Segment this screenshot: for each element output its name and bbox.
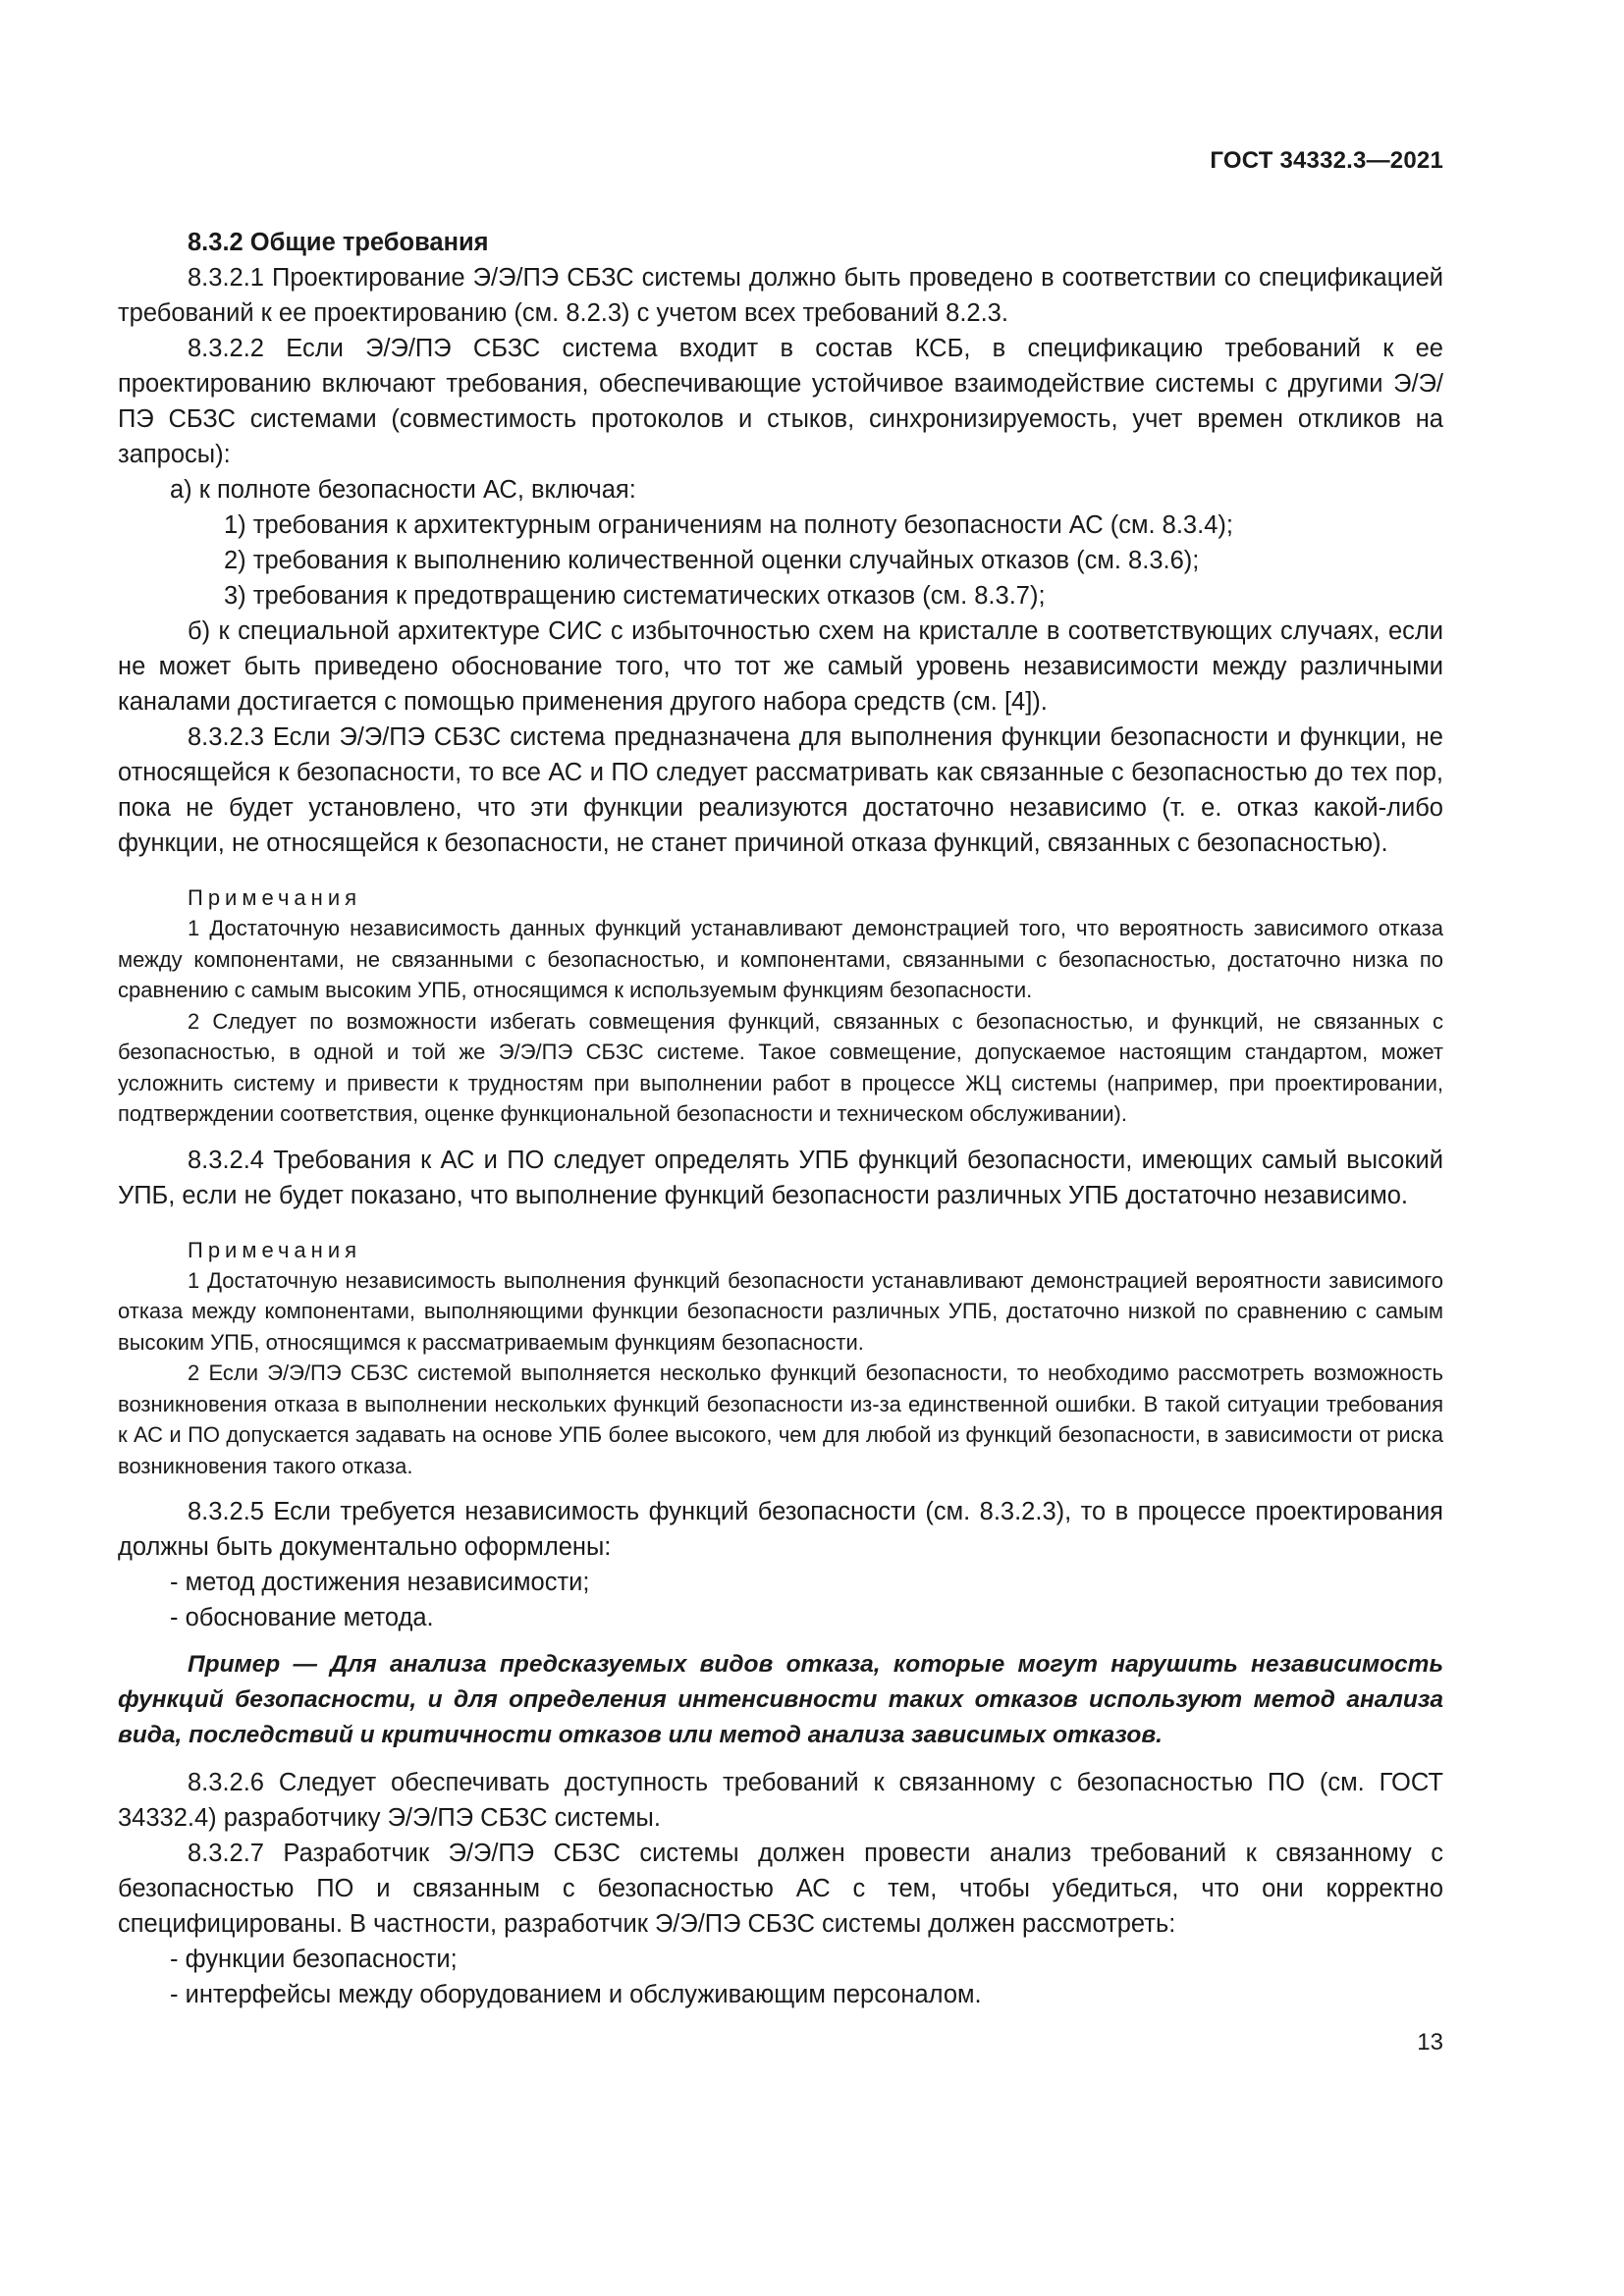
page-content <box>118 225 1443 2012</box>
note-item: 1 Достаточную независимость данных функций устанавливают демонстрацией того, что вероятность зависимого отказа между компонентами, не связанными с безопасностью, и компонентами, связанными с безопасностью, достаточно низка по сравнению с самым высоким УПБ, относящимся к используемым функциям безопасности. <box>118 916 1443 1002</box>
list-item-a: а) к полноте безопасности АС, включая: <box>170 476 636 504</box>
dash-item: - интерфейсы между оборудованием и обслуживающим персоналом. <box>170 1981 982 2008</box>
page-number: 13 <box>1417 2029 1443 2056</box>
section-heading: 8.3.2 Общие требования <box>188 229 489 256</box>
note-item: 1 Достаточную независимость выполнения функций безопасности устанавливают демонстрацией вероятности зависимого отказа между компонентами, выполняющими функции безопасности различных УПБ, достаточно низкой по сравнению с самым высоким УПБ, относящимся к рассматриваемым функциям безопасности. <box>118 1267 1443 1355</box>
clause-8-3-2-3: 8.3.2.3 Если Э/Э/ПЭ СБЗС система предназначена для выполнения функции безопасности и функции, не относящейся к безопасности, то все АС и ПО следует рассматривать как связанные с безопасностью до тех пор, пока не будет установлено, что эти функции реализуются достаточно независимо (т. е. отказ какой-либо функции, не относящейся к безопасности, не станет причиной отказа функций, связанных с безопасностью). <box>118 723 1443 857</box>
list-item-a-1: 1) требования к архитектурным ограничениям на полноту безопасности АС (см. 8.3.4); <box>224 511 1233 539</box>
dash-item: - метод достижения независимости; <box>170 1569 590 1596</box>
list-item-a-2: 2) требования к выполнению количественной оценки случайных отказов (см. 8.3.6); <box>224 547 1200 574</box>
example-block: Пример — Для анализа предсказуемых видов отказа, которые могут нарушить независимость функций безопасности, и для определения интенсивности таких отказов используют метод анализа вида, последствий и критичности отказов или метод анализа зависимых отказов. <box>118 1651 1443 1748</box>
note-item: 2 Если Э/Э/ПЭ СБЗС системой выполняется несколько функций безопасности, то необходимо рассмотреть возможность возникновения отказа в выполнении нескольких функций безопасности из-за единственной ошибки. В такой ситуации требования к АС и ПО допускается задавать на основе УПБ более высокого, чем для любой из функций безопасности, в зависимости от риска возникновения такого отказа. <box>118 1361 1443 1478</box>
clause-8-3-2-7: 8.3.2.7 Разработчик Э/Э/ПЭ СБЗС системы должен провести анализ требований к связанному с безопасностью ПО и связанным с безопасностью АС с тем, чтобы убедиться, что они корректно специфицированы. В частности, разработчик Э/Э/ПЭ СБЗС системы должен рассмотреть: <box>118 1840 1443 1938</box>
note-item: 2 Следует по возможности избегать совмещения функций, связанных с безопасностью, и функций, не связанных с безопасностью, в одной и той же Э/Э/ПЭ СБЗС системе. Такое совмещение, допускаемое настоящим стандартом, может усложнить систему и привести к трудностям при выполнении работ в процессе ЖЦ системы (например, при проектировании, подтверждении соответствия, оценке функциональной безопасности и техническом обслуживании). <box>118 1008 1443 1126</box>
clause-8-3-2-1: 8.3.2.1 Проектирование Э/Э/ПЭ СБЗС системы должно быть проведено в соответствии со спецификацией требований к ее проектированию (см. 8.2.3) с учетом всех требований 8.2.3. <box>118 264 1443 327</box>
list-item-b: б) к специальной архитектуре СИС с избыточностью схем на кристалле в соответствующих случаях, если не может быть приведено обоснование того, что тот же самый уровень независимости между различными каналами достигается с помощью применения другого набора средств (см. [4]). <box>118 617 1443 716</box>
dash-item: - обоснование метода. <box>170 1604 434 1631</box>
standard-header: ГОСТ 34332.3—2021 <box>1210 147 1443 174</box>
notes-title: Примечания <box>188 1237 362 1262</box>
clause-8-3-2-6: 8.3.2.6 Следует обеспечивать доступность требований к связанному с безопасностью ПО (см. ГОСТ 34332.4) разработчику Э/Э/ПЭ СБЗС системы. <box>118 1769 1443 1832</box>
clause-8-3-2-2: 8.3.2.2 Если Э/Э/ПЭ СБЗС система входит в состав КСБ, в спецификацию требований к ее проектированию включают требования, обеспечивающие устойчивое взаимодействие системы с другими Э/Э/ПЭ СБЗС системами (совместимость протоколов и стыков, синхронизируемость, учет времен откликов на запросы): <box>118 335 1443 468</box>
notes-title: Примечания <box>188 885 362 910</box>
list-item-a-3: 3) требования к предотвращению систематических отказов (см. 8.3.7); <box>224 582 1046 610</box>
dash-item: - функции безопасности; <box>170 1946 458 1973</box>
clause-8-3-2-4: 8.3.2.4 Требования к АС и ПО следует определять УПБ функций безопасности, имеющих самый высокий УПБ, если не будет показано, что выполнение функций безопасности различных УПБ достаточно независимо. <box>118 1146 1443 1209</box>
clause-8-3-2-5: 8.3.2.5 Если требуется независимость функций безопасности (см. 8.3.2.3), то в процессе проектирования должны быть документально оформлены: <box>118 1498 1443 1561</box>
